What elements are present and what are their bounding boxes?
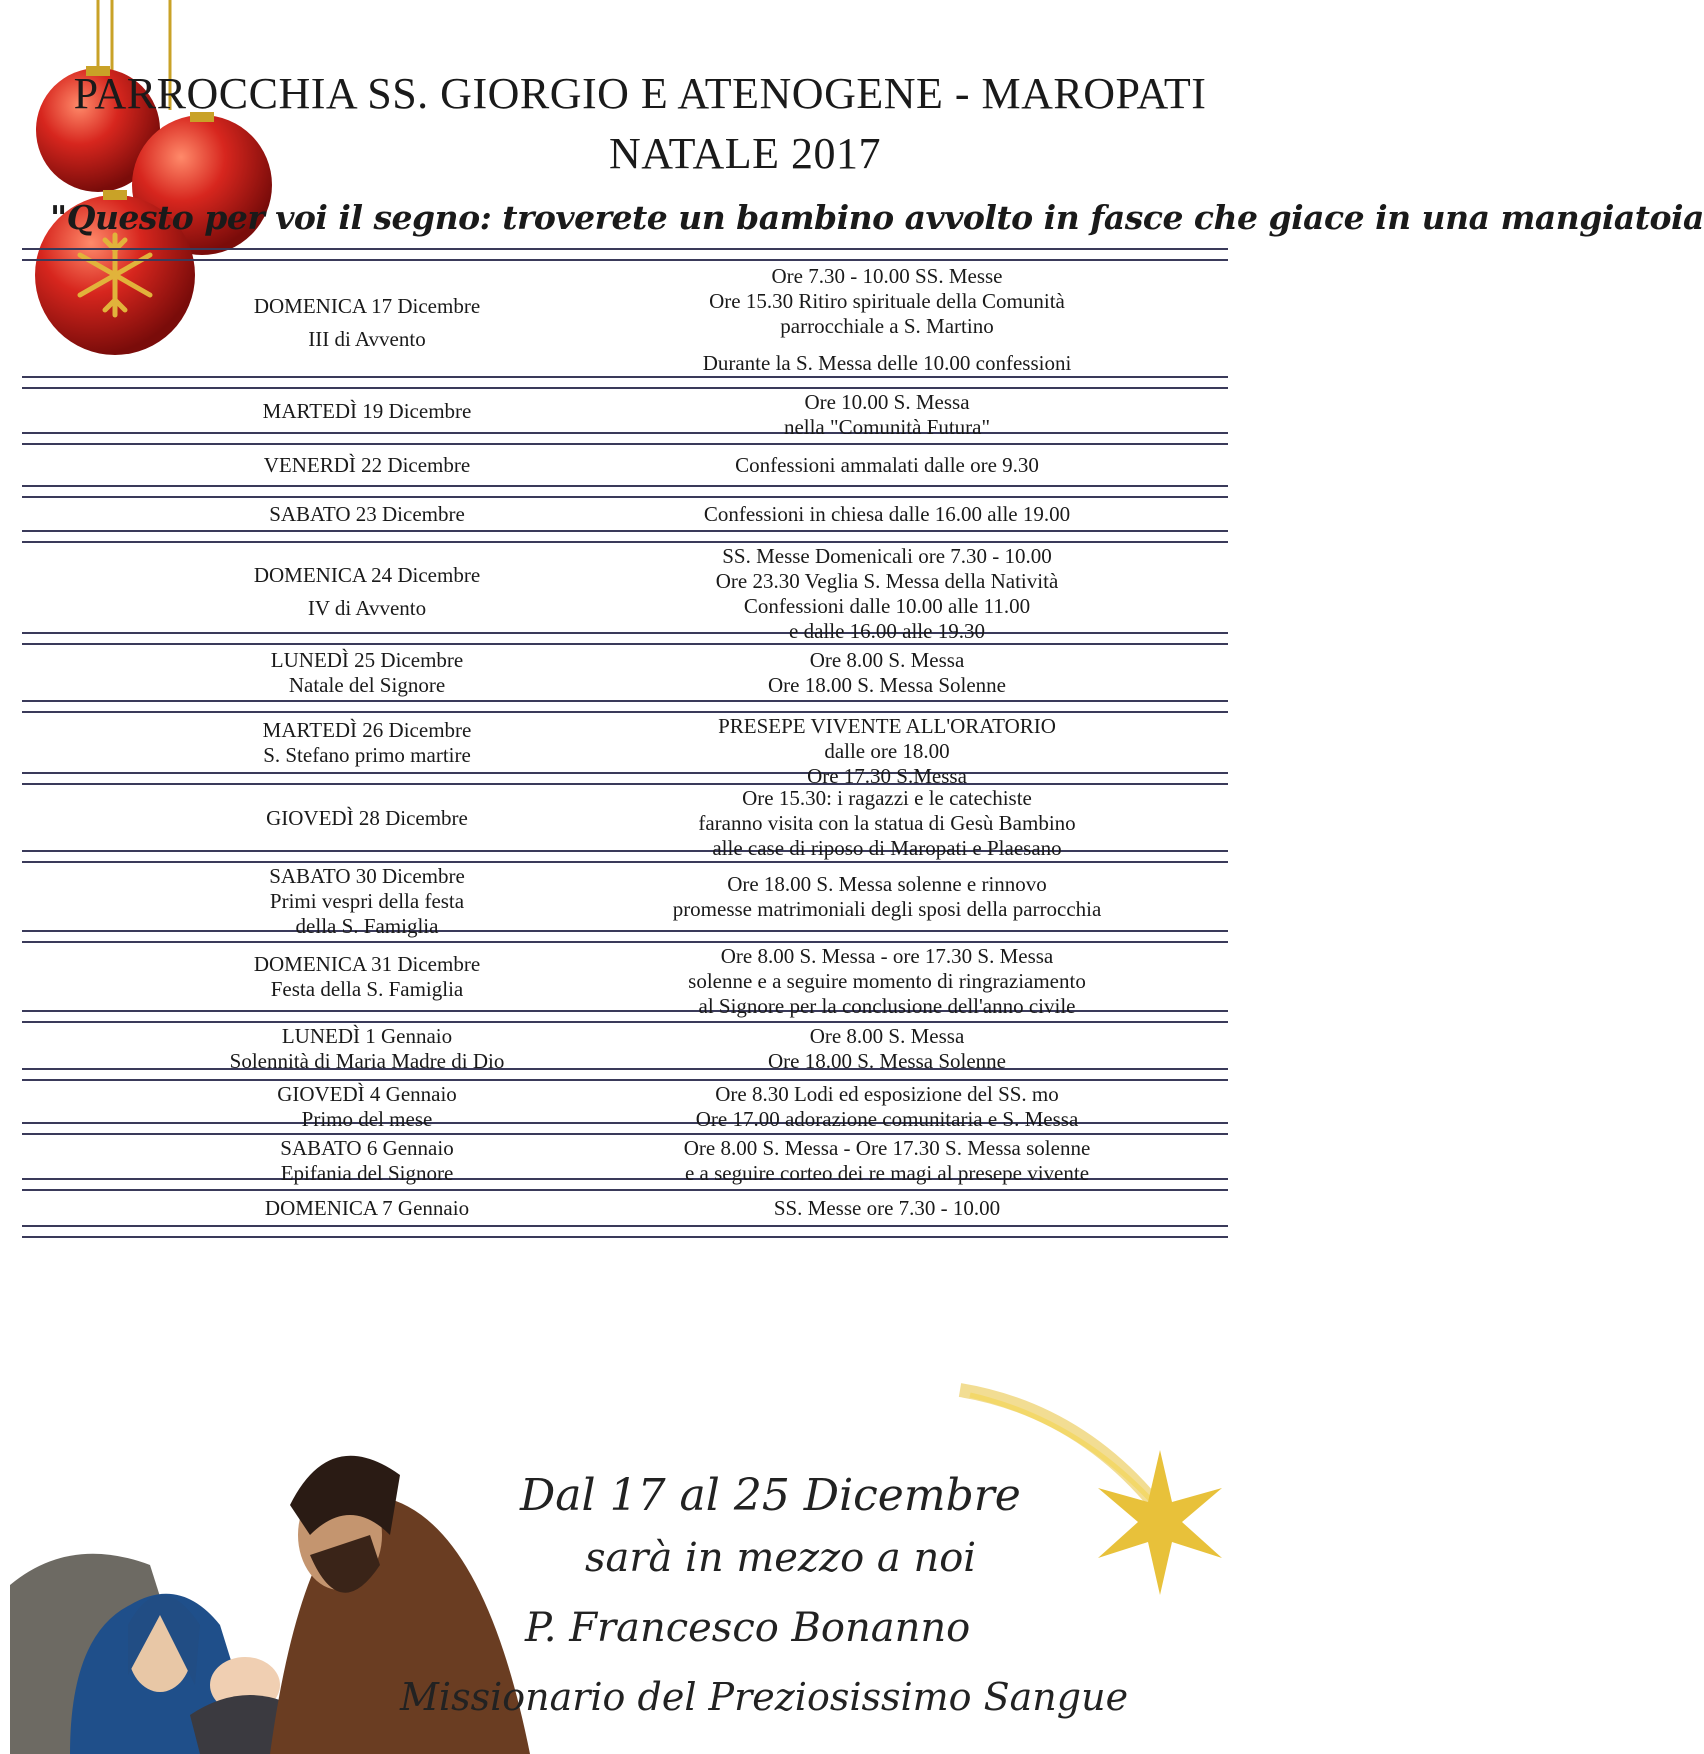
schedule-day xyxy=(177,1136,557,1186)
page-subtitle: NATALE 2017 xyxy=(608,129,882,178)
schedule-date: GIOVEDÌ 4 Gennaio xyxy=(277,1082,457,1106)
page-title: PARROCCHIA SS. GIORGIO E ATENOGENE - MAROPATI xyxy=(73,69,1207,118)
schedule-activity-line: Ore 8.00 S. Messa - Ore 17.30 S. Messa solenne xyxy=(683,1136,1091,1160)
schedule-day xyxy=(177,1024,557,1074)
schedule-activities xyxy=(597,714,1177,789)
schedule-activities xyxy=(597,453,1177,478)
schedule-activities xyxy=(597,1024,1177,1074)
schedule-feast: Natale del Signore xyxy=(288,673,446,697)
schedule-day xyxy=(177,864,557,939)
schedule-row xyxy=(22,1136,1228,1185)
schedule-feast: IV di Avvento xyxy=(307,596,427,620)
schedule-activities xyxy=(597,1082,1177,1132)
schedule-date: DOMENICA 17 Dicembre xyxy=(253,294,481,318)
schedule-activity-line: dalle ore 18.00 xyxy=(824,739,950,763)
row-divider xyxy=(22,700,1228,713)
schedule-activity-line: Ore 15.30: i ragazzi e le catechiste xyxy=(742,786,1032,810)
schedule-feast: della S. Famiglia xyxy=(295,914,439,938)
schedule-activity-line: Ore 10.00 S. Messa xyxy=(804,390,970,414)
schedule-row xyxy=(22,864,1228,938)
schedule-row xyxy=(22,786,1228,860)
schedule-activity-line: Ore 17.30 S.Messa xyxy=(807,764,967,788)
schedule-activity-line: Confessioni dalle 10.00 alle 11.00 xyxy=(743,594,1031,618)
schedule-activities xyxy=(597,502,1177,527)
schedule-activity-line: parrocchiale a S. Martino xyxy=(780,314,994,338)
schedule-day xyxy=(177,453,557,478)
footer-dates: Dal 17 al 25 Dicembre xyxy=(520,1470,1021,1521)
schedule-activity-line: al Signore per la conclusione dell'anno civile xyxy=(698,994,1076,1018)
schedule-activities xyxy=(597,648,1177,698)
schedule-day xyxy=(177,290,557,356)
schedule-activities xyxy=(597,786,1177,861)
schedule-day xyxy=(177,718,557,768)
schedule-date: DOMENICA 31 Dicembre xyxy=(253,952,481,976)
schedule-day xyxy=(177,1196,557,1221)
gospel-quote: "Questo per voi il segno: troverete un bambino avvolto in fasce che giace in una mangiatoia xyxy=(50,198,1704,237)
schedule-activity-line: solenne e a seguire momento di ringraziamento xyxy=(688,969,1086,993)
schedule-activity-line: SS. Messe Domenicali ore 7.30 - 10.00 xyxy=(722,544,1052,568)
schedule-activity-line: Ore 17.00 adorazione comunitaria e S. Messa xyxy=(695,1107,1079,1131)
schedule-feast: Primo del mese xyxy=(301,1107,433,1131)
schedule-date: MARTEDÌ 19 Dicembre xyxy=(262,398,472,423)
footer-priest-name: P. Francesco Bonanno xyxy=(525,1605,971,1651)
schedule-row xyxy=(22,646,1228,700)
schedule-date: SABATO 23 Dicembre xyxy=(269,502,465,526)
schedule-date: DOMENICA 7 Gennaio xyxy=(264,1196,470,1220)
schedule-feast: Festa della S. Famiglia xyxy=(270,977,464,1001)
schedule-row xyxy=(22,1082,1228,1131)
schedule-activity-line: Ore 8.00 S. Messa xyxy=(809,648,965,672)
schedule-feast: Solennità di Maria Madre di Dio xyxy=(229,1049,505,1073)
schedule-date: MARTEDÌ 26 Dicembre xyxy=(262,718,472,742)
schedule-date: LUNEDÌ 1 Gennaio xyxy=(281,1024,453,1048)
row-divider xyxy=(22,485,1228,498)
row-divider xyxy=(22,1225,1228,1238)
schedule-row xyxy=(22,1192,1228,1225)
schedule-row xyxy=(22,499,1228,530)
schedule-activity-line: promesse matrimoniali degli sposi della parrocchia xyxy=(672,897,1102,921)
footer-priest-title: Missionario del Preziosissimo Sangue xyxy=(400,1675,1129,1719)
schedule-row xyxy=(22,944,1228,1018)
schedule-row xyxy=(22,390,1228,439)
schedule-activity-line: Confessioni ammalati dalle ore 9.30 xyxy=(735,453,1039,477)
schedule-date: DOMENICA 24 Dicembre xyxy=(253,563,481,587)
schedule-row xyxy=(22,714,1228,788)
schedule-activities xyxy=(597,1196,1177,1221)
schedule-activity-line: Ore 18.00 S. Messa Solenne xyxy=(768,1049,1006,1073)
schedule-activity-line: Ore 18.00 S. Messa Solenne xyxy=(768,673,1006,697)
schedule-activity-line: e a seguire corteo dei re magi al presepe vivente xyxy=(684,1161,1090,1185)
schedule-date: SABATO 30 Dicembre xyxy=(269,864,465,888)
schedule-activities xyxy=(597,1136,1177,1186)
schedule-activity-line: faranno visita con la statua di Gesù Bambino xyxy=(698,811,1076,835)
schedule-date: LUNEDÌ 25 Dicembre xyxy=(270,648,464,672)
schedule-activities xyxy=(597,544,1177,644)
schedule-row xyxy=(22,544,1228,643)
schedule-date: VENERDÌ 22 Dicembre xyxy=(263,453,471,477)
schedule-feast: III di Avvento xyxy=(308,327,426,351)
schedule-activity-line: Ore 15.30 Ritiro spirituale della Comunità xyxy=(709,289,1065,313)
schedule-activity-line: Ore 23.30 Veglia S. Messa della Natività xyxy=(715,569,1059,593)
schedule-activities xyxy=(597,264,1177,376)
schedule-date: GIOVEDÌ 28 Dicembre xyxy=(266,805,468,830)
schedule-activity-line: Ore 8.00 S. Messa xyxy=(809,1024,965,1048)
schedule-activities xyxy=(597,872,1177,922)
schedule-activity-line: nella "Comunità Futura" xyxy=(783,415,991,439)
schedule-activity-line: Ore 18.00 S. Messa solenne e rinnovo xyxy=(727,872,1047,896)
schedule-day xyxy=(177,502,557,527)
schedule-activity-line: PRESEPE VIVENTE ALL'ORATORIO xyxy=(718,714,1056,738)
schedule-date: SABATO 6 Gennaio xyxy=(280,1136,454,1160)
schedule-day xyxy=(177,806,557,831)
schedule-day xyxy=(177,399,557,424)
schedule-activity-line: alle case di riposo di Maropati e Plaesano xyxy=(712,836,1062,860)
schedule-activity-line: Confessioni in chiesa dalle 16.00 alle 19.00 xyxy=(703,502,1071,526)
footer-line-2: sarà in mezzo a noi xyxy=(585,1535,977,1581)
schedule-activity-line: e dalle 16.00 alle 19.30 xyxy=(789,619,985,643)
schedule-day xyxy=(177,559,557,625)
schedule-day xyxy=(177,1082,557,1132)
schedule-row xyxy=(22,446,1228,485)
schedule-activity-line: Ore 7.30 - 10.00 SS. Messe xyxy=(771,264,1003,288)
schedule-activities xyxy=(597,944,1177,1019)
schedule-row xyxy=(22,1024,1228,1073)
schedule-feast: Epifania del Signore xyxy=(280,1161,454,1185)
schedule-activity-line: Ore 8.30 Lodi ed esposizione del SS. mo xyxy=(715,1082,1059,1106)
row-divider xyxy=(22,530,1228,543)
schedule-day xyxy=(177,952,557,1002)
schedule-feast: S. Stefano primo martire xyxy=(263,743,471,767)
schedule-activity-line: Ore 8.00 S. Messa - ore 17.30 S. Messa xyxy=(720,944,1054,968)
row-divider xyxy=(22,376,1228,389)
schedule-day xyxy=(177,648,557,698)
schedule-feast: Primi vespri della festa xyxy=(269,889,465,913)
schedule-activity-line: SS. Messe ore 7.30 - 10.00 xyxy=(773,1196,1001,1220)
row-divider xyxy=(22,248,1228,261)
schedule-activity-line: Durante la S. Messa delle 10.00 confessioni xyxy=(702,351,1072,375)
schedule-activities xyxy=(597,390,1177,440)
schedule-row xyxy=(22,262,1228,376)
